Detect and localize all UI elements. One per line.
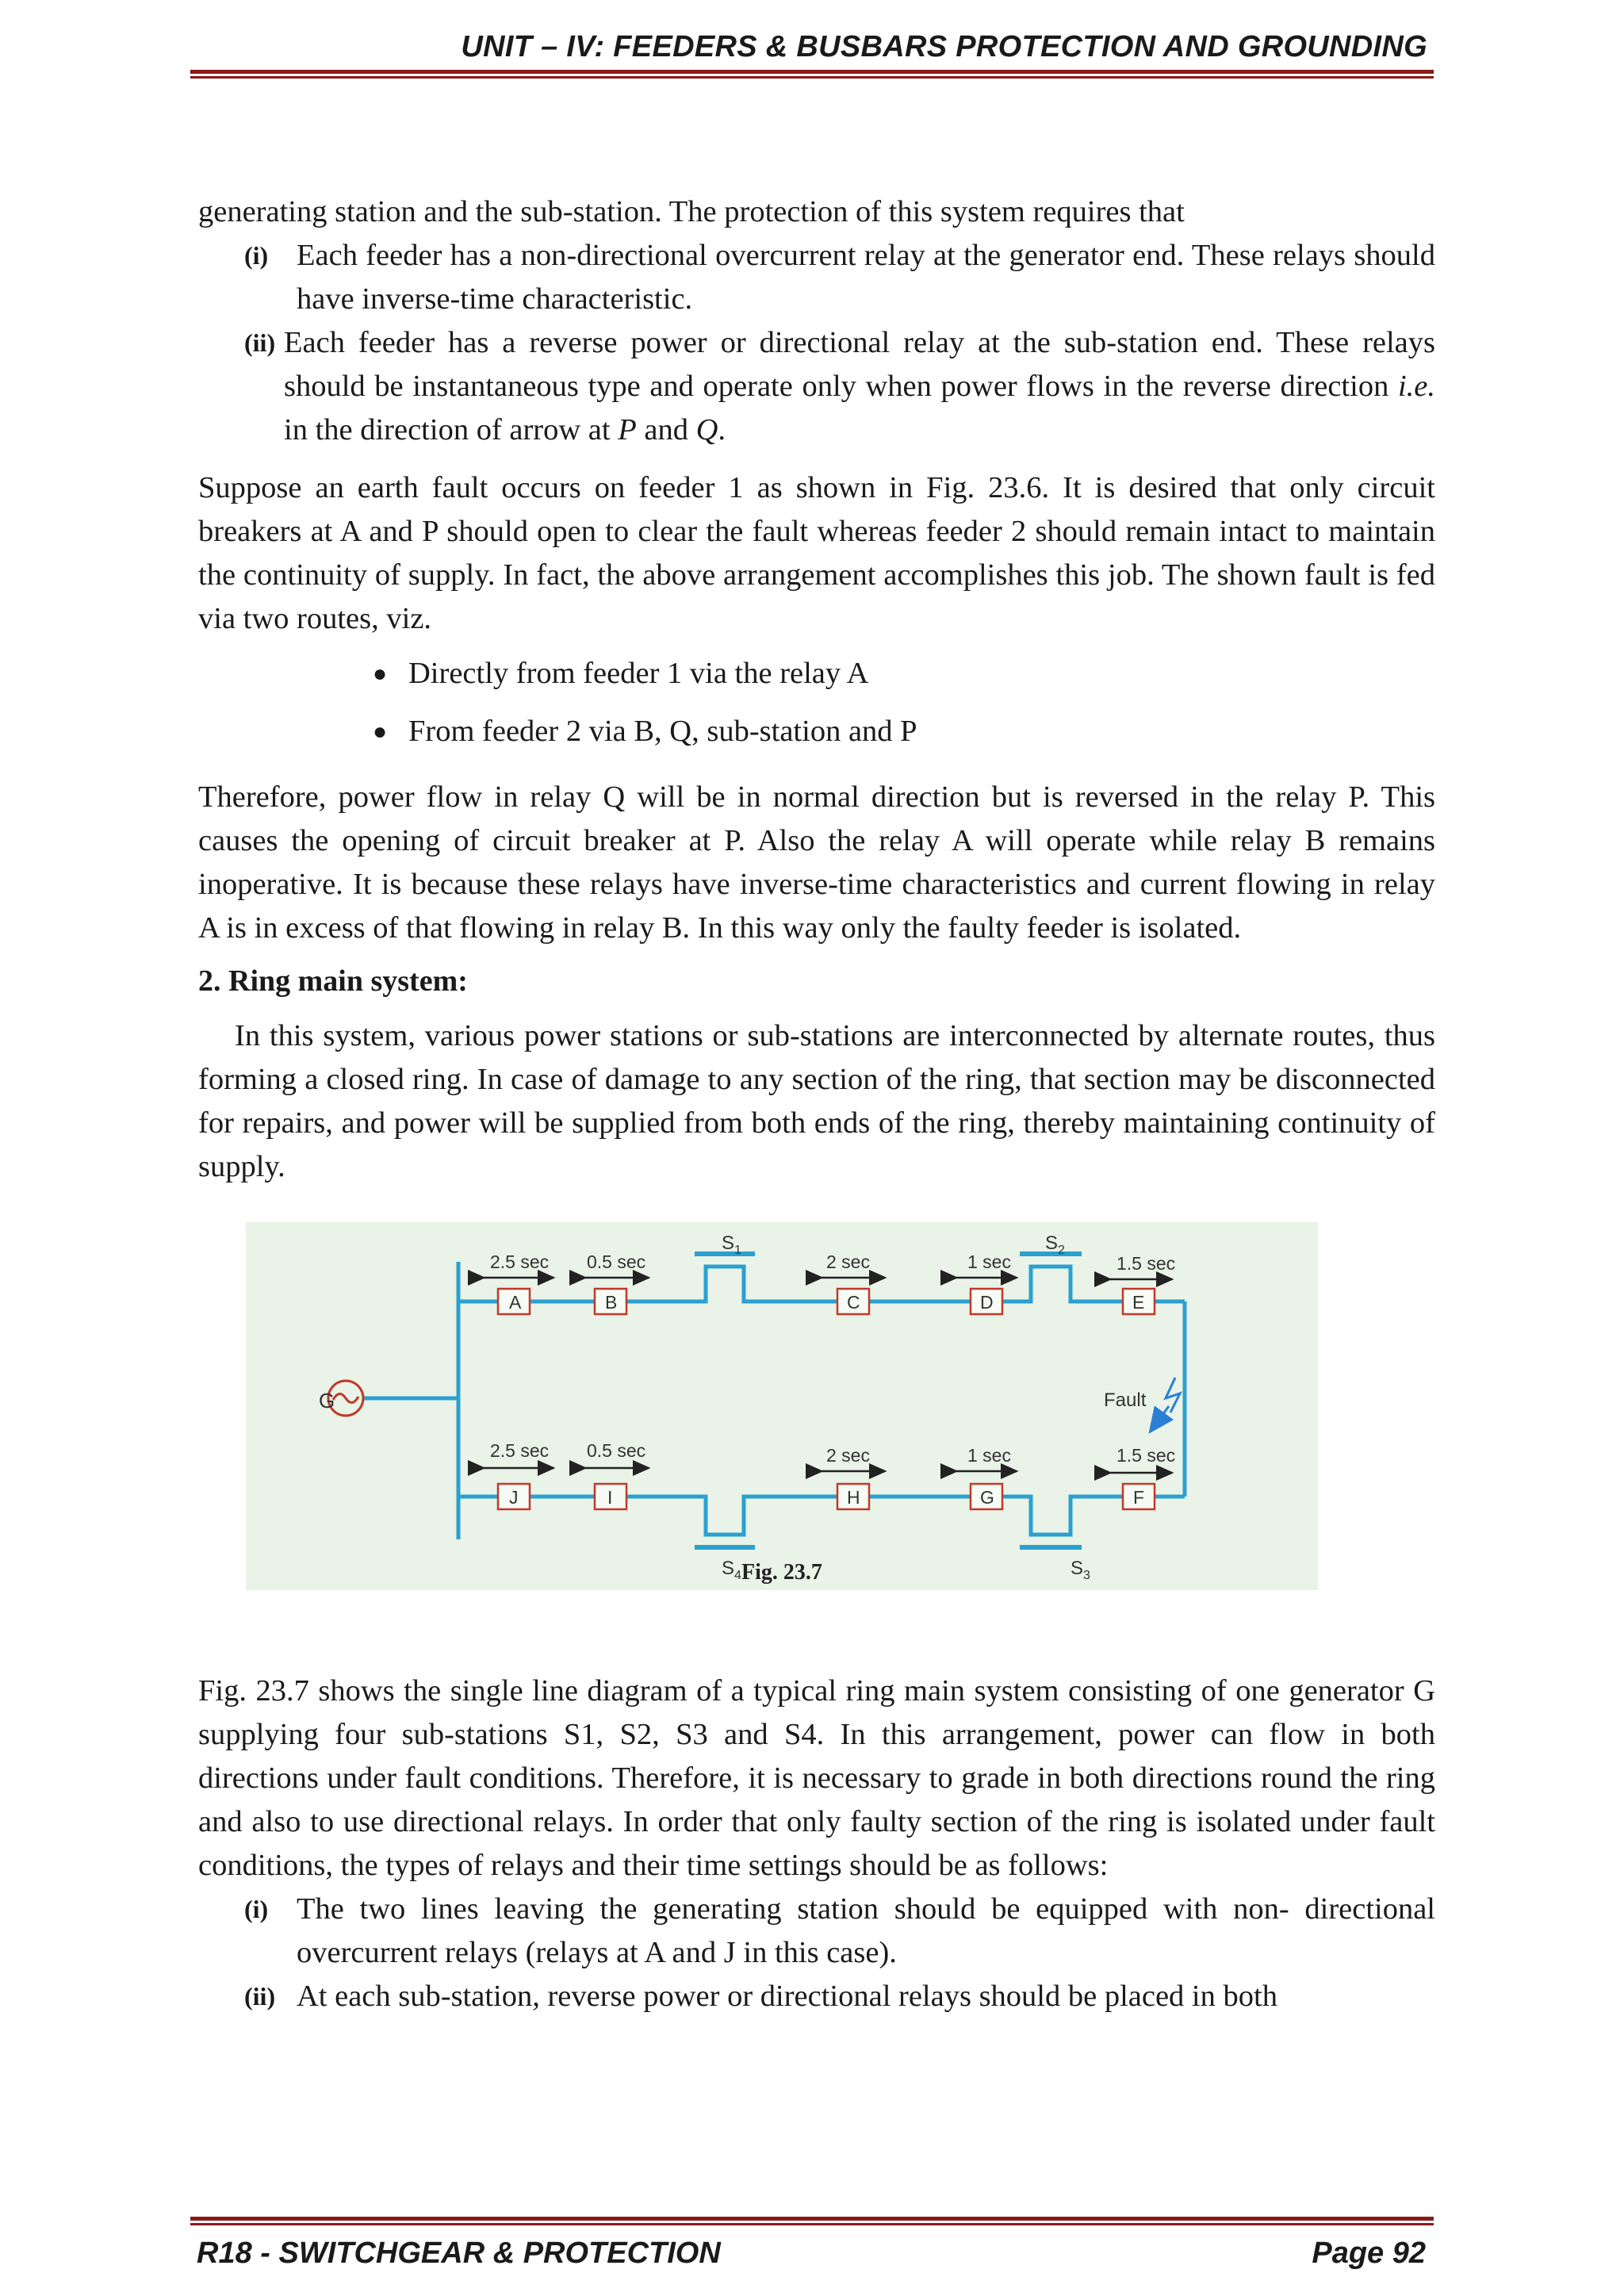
svg-text:S3: $S_3$ [1071, 1558, 1090, 1582]
relay-id: H [847, 1487, 860, 1508]
relay-time: 2.5 sec [490, 1251, 550, 1272]
item-number: (i) [244, 1895, 269, 1923]
substation-bars [695, 1254, 1082, 1547]
footer-rule-thin [190, 2223, 1434, 2225]
figure-caption: Fig. 23.7 [741, 1560, 822, 1585]
paragraph-ring-main: In this system, various power stations or sub-stations are interconnected by alternate routes, thus forming a closed ring. In case of damage to any section of the ring, that section may be disconnected for repairs, and power will be supplied from both ends of the ring, thereby maintaining continuity of supply. [198, 1019, 1435, 1183]
fault-arrow [1151, 1406, 1169, 1430]
item-text: The two lines leaving the generating station should be equipped with non- directional overcurrent relays (relays at A and J in this case). [297, 1892, 1435, 1969]
page-content [198, 190, 1435, 2018]
relay-time: 1.5 sec [1116, 1445, 1176, 1466]
relay-id: F [1133, 1487, 1145, 1508]
fault-label: Fault [1104, 1389, 1147, 1411]
item-text: Each feeder has a non-directional overcurrent relay at the generator end. These relays should have inverse-time characteristic. [297, 239, 1435, 316]
relay-id: D [980, 1292, 994, 1313]
relay-id: I [607, 1487, 613, 1508]
svg-text:S4: $S_4$ [722, 1558, 741, 1582]
item-text: At each sub-station, reverse power or directional relays should be placed in both [297, 1980, 1277, 2013]
header-rule-thin [190, 76, 1434, 79]
figure-ring-main-diagram [246, 1222, 1318, 1590]
relay-id: E [1132, 1292, 1145, 1313]
setting-item [198, 1888, 1435, 1975]
paragraph-figure-description: Fig. 23.7 shows the single line diagram of a typical ring main system consisting of one generator G supplying four sub-stations S1, S2, S3 and S4. In this arrangement, power can flow in both directions under fault conditions. Therefore, it is necessary to grade in both directions round the ring and also to use directional relays. In order that only faulty section of the ring is isolated under fault conditions, the types of relays and their time settings should be as follows: [198, 1674, 1435, 1882]
item-number: (ii) [244, 1982, 276, 2010]
paragraph-therefore: Therefore, power flow in relay Q will be in normal direction but is reversed in the relay P. This causes the opening of circuit breaker at P. Also the relay A will operate while relay B remains inoperative. It is because these relays have inverse-time characteristics and current flowing in relay A is in excess of that flowing in relay B. In this way only the faulty feeder is isolated. [198, 780, 1435, 945]
setting-item [198, 1975, 1435, 2018]
item-number: (ii) [244, 328, 276, 357]
bullet-icon: ● [373, 661, 388, 687]
item-text: Each feeder has a reverse power or directional relay at the sub-station end. These relays should be instantaneous type and operate only when power flows in the reverse direction i.e. in the direction of arrow at P and Q. [284, 326, 1435, 447]
list-item: ● From feeder 2 via B, Q, sub-station and P [198, 710, 1435, 768]
section-heading: 2. Ring main system: [198, 964, 468, 998]
header-rule [190, 70, 1434, 74]
relay-id: A [509, 1292, 522, 1313]
fault-routes-list [198, 652, 1435, 768]
paragraph-earth-fault: Suppose an earth fault occurs on feeder 1 as shown in Fig. 23.6. It is desired that only circuit breakers at A and P should open to clear the fault whereas feeder 2 should remain intact to maintain the continuity of supply. In fact, the above arrangement accomplishes this job. The shown fault is fed via two routes, viz. [198, 471, 1435, 635]
bullet-icon: ● [373, 719, 388, 745]
ring-main-diagram [246, 1222, 1318, 1590]
page-header-title: UNIT – IV: FEEDERS & BUSBARS PROTECTION AND GROUNDING [461, 30, 1427, 63]
relay-id: G [980, 1487, 994, 1508]
relay-time: 0.5 sec [587, 1440, 646, 1461]
footer-rule [190, 2217, 1434, 2221]
requirement-item [198, 321, 1435, 452]
requirement-item [198, 234, 1435, 321]
substation-labels [722, 1232, 1090, 1582]
relay-time: 0.5 sec [587, 1251, 646, 1272]
intro-line: generating station and the sub-station. The protection of this system requires that [198, 195, 1185, 228]
relay-id: C [847, 1292, 860, 1313]
ring-lines [363, 1262, 1185, 1539]
relay-id: J [509, 1487, 519, 1508]
footer-course-title: R18 - SWITCHGEAR & PROTECTION [197, 2237, 721, 2270]
relay-time: 1.5 sec [1116, 1253, 1176, 1274]
relay-time: 1 sec [967, 1251, 1011, 1272]
relay-time: 2 sec [826, 1251, 870, 1272]
svg-text:S2: $S_2$ [1045, 1232, 1065, 1257]
footer-page-number: Page 92 [1312, 2237, 1426, 2270]
relay-time: 2 sec [826, 1445, 870, 1466]
relay-time: 1 sec [967, 1445, 1011, 1466]
relay-id: B [605, 1292, 618, 1313]
svg-text:S1: $S_1$ [722, 1232, 741, 1257]
generator-label: G [319, 1389, 335, 1412]
list-item: ● Directly from feeder 1 via the relay A [198, 652, 1435, 710]
item-number: (i) [244, 241, 269, 270]
relay-time: 2.5 sec [490, 1440, 550, 1461]
